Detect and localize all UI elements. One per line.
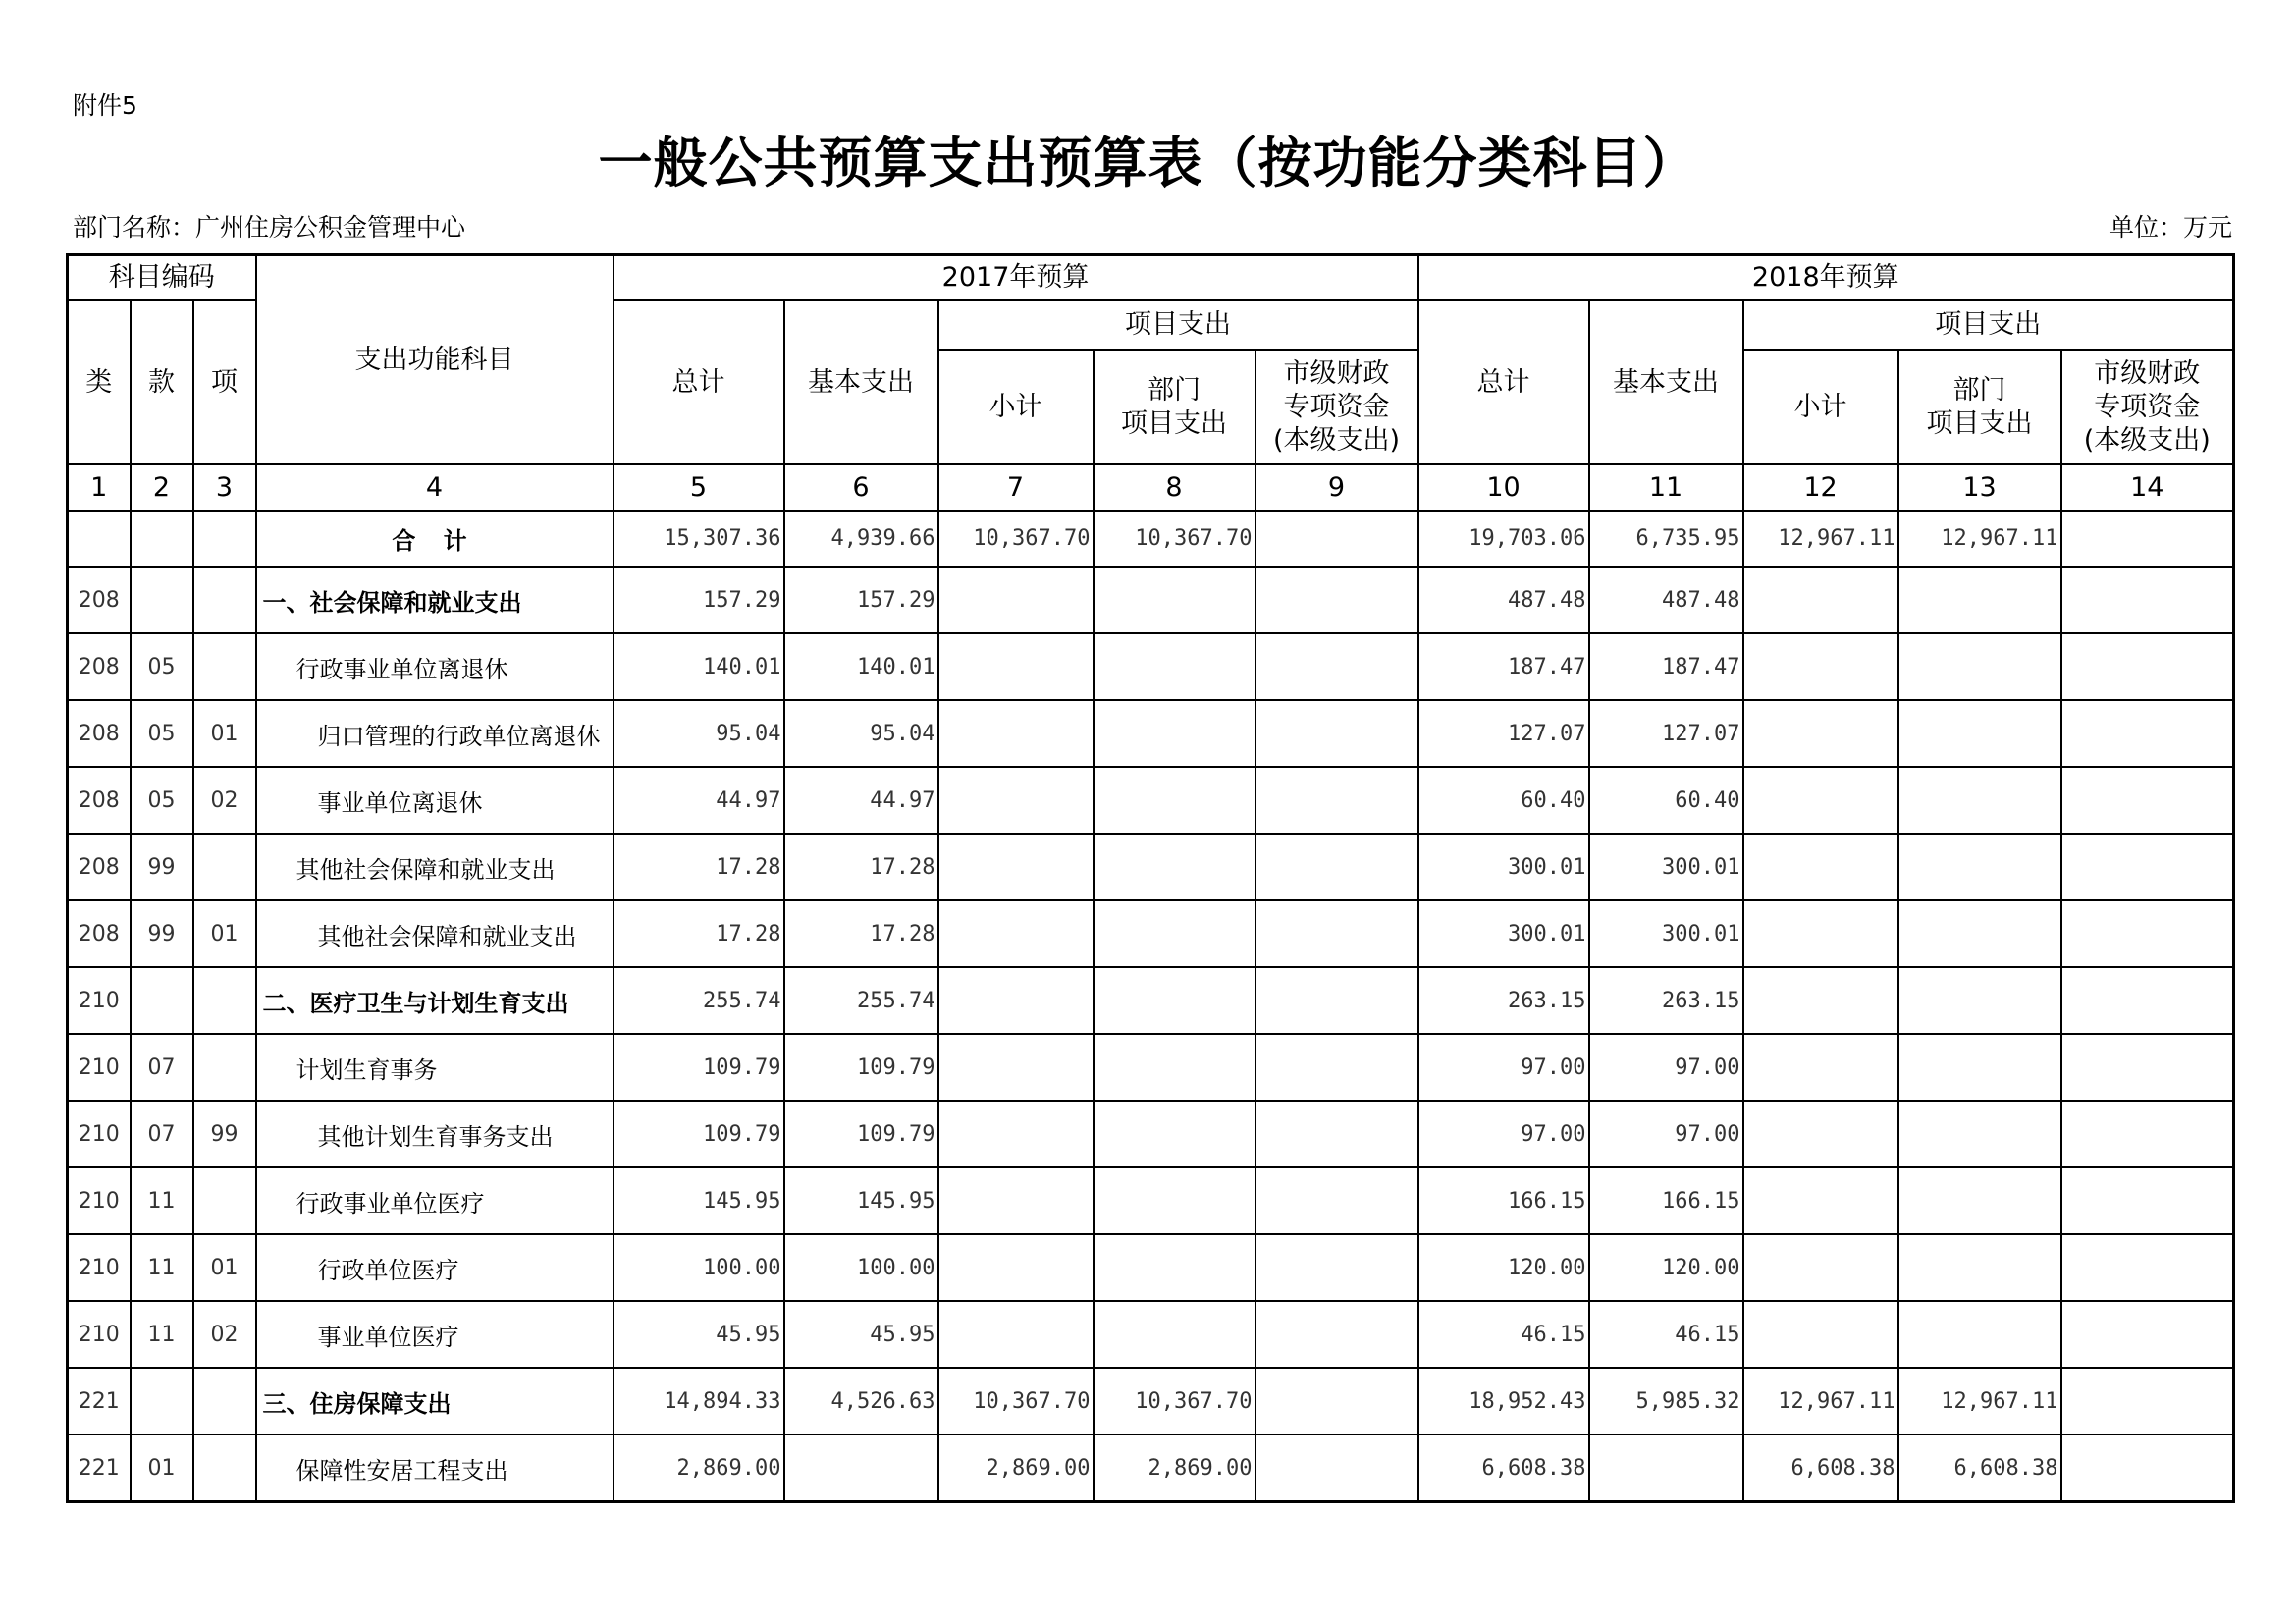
function-name: 事业单位医疗 — [256, 1301, 614, 1368]
value-2017: 17.28 — [784, 834, 938, 900]
value-2018: 97.00 — [1589, 1034, 1743, 1101]
value-2017 — [1255, 1234, 1418, 1301]
value-2018: 166.15 — [1589, 1167, 1743, 1234]
value-2017 — [1255, 567, 1418, 633]
code-xiang — [193, 1167, 256, 1234]
code-xiang — [193, 834, 256, 900]
value-2017: 145.95 — [784, 1167, 938, 1234]
value-2017 — [938, 1167, 1094, 1234]
column-number-row — [68, 464, 2234, 511]
department-name: 部门名称：广州住房公积金管理中心 — [73, 213, 466, 242]
value-2017: 45.95 — [784, 1301, 938, 1368]
value-2017 — [938, 767, 1094, 834]
value-2018 — [1743, 1301, 1898, 1368]
code-kuan: 99 — [131, 834, 193, 900]
value-2018: 300.01 — [1589, 834, 1743, 900]
function-name: 其他社会保障和就业支出 — [256, 900, 614, 967]
value-cell — [1255, 511, 1418, 567]
value-2018: 300.01 — [1418, 900, 1589, 967]
code-xiang — [193, 567, 256, 633]
value-2017 — [1255, 1101, 1418, 1167]
table-body — [68, 511, 2234, 1502]
code-lei: 208 — [68, 633, 131, 700]
value-2018: 6,608.38 — [1898, 1435, 2061, 1502]
value-2017: 17.28 — [784, 900, 938, 967]
value-2017: 157.29 — [614, 567, 784, 633]
value-2018 — [2061, 1034, 2234, 1101]
value-2017 — [1255, 1034, 1418, 1101]
value-2018 — [1743, 967, 1898, 1034]
value-2017: 2,869.00 — [614, 1435, 784, 1502]
value-2018 — [1898, 700, 2061, 767]
function-name: 行政单位医疗 — [256, 1234, 614, 1301]
header-2017-basic: 基本支出 — [784, 300, 938, 464]
value-2017 — [938, 633, 1094, 700]
header-dept-line: 部门 — [1148, 374, 1201, 406]
total-row — [68, 511, 2234, 567]
code-kuan: 11 — [131, 1234, 193, 1301]
value-2017: 17.28 — [614, 900, 784, 967]
column-number: 2 — [131, 464, 193, 511]
table-row — [68, 1301, 2234, 1368]
column-number: 4 — [256, 464, 614, 511]
value-2018 — [1898, 1234, 2061, 1301]
value-2017 — [938, 1034, 1094, 1101]
code-lei: 210 — [68, 1034, 131, 1101]
code-xiang — [193, 633, 256, 700]
code-cell — [193, 511, 256, 567]
column-number: 13 — [1898, 464, 2061, 511]
value-2018: 166.15 — [1418, 1167, 1589, 1234]
value-2017: 44.97 — [784, 767, 938, 834]
value-cell: 4,939.66 — [784, 511, 938, 567]
value-2017: 145.95 — [614, 1167, 784, 1234]
value-2018: 46.15 — [1589, 1301, 1743, 1368]
value-2017: 109.79 — [614, 1101, 784, 1167]
table-row — [68, 967, 2234, 1034]
code-lei: 208 — [68, 767, 131, 834]
code-cell — [68, 511, 131, 567]
code-lei: 221 — [68, 1368, 131, 1435]
value-2017 — [1094, 834, 1255, 900]
value-2017: 100.00 — [784, 1234, 938, 1301]
value-2018 — [1743, 767, 1898, 834]
code-lei: 210 — [68, 1101, 131, 1167]
function-name: 计划生育事务 — [256, 1034, 614, 1101]
header-2017-total: 总计 — [614, 300, 784, 464]
value-2018 — [1743, 1101, 1898, 1167]
header-lei: 类 — [68, 300, 131, 464]
function-name: 行政事业单位医疗 — [256, 1167, 614, 1234]
code-kuan — [131, 567, 193, 633]
code-xiang — [193, 1435, 256, 1502]
column-number: 7 — [938, 464, 1094, 511]
code-lei: 208 — [68, 567, 131, 633]
column-number: 1 — [68, 464, 131, 511]
code-xiang: 02 — [193, 767, 256, 834]
value-cell: 10,367.70 — [1094, 511, 1255, 567]
function-name: 行政事业单位离退休 — [256, 633, 614, 700]
value-2017 — [1094, 900, 1255, 967]
value-2017: 100.00 — [614, 1234, 784, 1301]
value-cell — [2061, 511, 2234, 567]
code-cell — [131, 511, 193, 567]
table-row — [68, 1034, 2234, 1101]
value-2018 — [1898, 767, 2061, 834]
column-number: 6 — [784, 464, 938, 511]
header-xiang: 项 — [193, 300, 256, 464]
value-2017 — [1255, 700, 1418, 767]
header-dept-line: 项目支出 — [1121, 407, 1228, 439]
code-xiang: 02 — [193, 1301, 256, 1368]
value-2018: 12,967.11 — [1743, 1368, 1898, 1435]
value-2017 — [1094, 1034, 1255, 1101]
value-2018 — [2061, 1167, 2234, 1234]
value-2018: 127.07 — [1589, 700, 1743, 767]
header-2018-project: 项目支出 — [1743, 300, 2234, 350]
code-xiang: 01 — [193, 900, 256, 967]
value-2017 — [1255, 633, 1418, 700]
value-2018 — [2061, 700, 2234, 767]
header-2018-subtotal: 小计 — [1743, 350, 1898, 464]
value-2017 — [938, 967, 1094, 1034]
table-row — [68, 834, 2234, 900]
value-2017: 157.29 — [784, 567, 938, 633]
value-2017 — [938, 900, 1094, 967]
value-2018: 6,608.38 — [1743, 1435, 1898, 1502]
value-2018: 120.00 — [1589, 1234, 1743, 1301]
value-2018 — [1898, 1167, 2061, 1234]
value-2018: 60.40 — [1589, 767, 1743, 834]
value-2017: 17.28 — [614, 834, 784, 900]
header-2018-total: 总计 — [1418, 300, 1589, 464]
value-2018 — [2061, 1435, 2234, 1502]
value-2017: 109.79 — [784, 1101, 938, 1167]
header-2018-city-fund — [2061, 350, 2234, 464]
total-label: 合 计 — [256, 511, 614, 567]
value-2017 — [938, 1234, 1094, 1301]
value-2018: 300.01 — [1589, 900, 1743, 967]
value-2017: 140.01 — [784, 633, 938, 700]
column-number: 10 — [1418, 464, 1589, 511]
value-2017 — [938, 700, 1094, 767]
value-2018 — [2061, 633, 2234, 700]
code-kuan: 01 — [131, 1435, 193, 1502]
value-2017 — [784, 1435, 938, 1502]
code-kuan: 07 — [131, 1034, 193, 1101]
value-2018 — [2061, 1301, 2234, 1368]
function-name: 保障性安居工程支出 — [256, 1435, 614, 1502]
code-kuan: 07 — [131, 1101, 193, 1167]
value-cell: 19,703.06 — [1418, 511, 1589, 567]
value-2018 — [1743, 1034, 1898, 1101]
function-name: 二、医疗卫生与计划生育支出 — [256, 967, 614, 1034]
value-2018: 120.00 — [1418, 1234, 1589, 1301]
code-kuan: 11 — [131, 1301, 193, 1368]
value-2017: 4,526.63 — [784, 1368, 938, 1435]
header-subject-code: 科目编码 — [68, 255, 256, 301]
value-2017: 109.79 — [614, 1034, 784, 1101]
value-2017: 140.01 — [614, 633, 784, 700]
value-2017 — [1255, 967, 1418, 1034]
value-cell: 12,967.11 — [1898, 511, 2061, 567]
value-2018 — [1743, 567, 1898, 633]
value-2018 — [1743, 900, 1898, 967]
header-city-line: 专项资金 — [2094, 391, 2201, 422]
annex-label: 附件5 — [73, 91, 137, 120]
code-lei: 210 — [68, 1234, 131, 1301]
column-number: 3 — [193, 464, 256, 511]
value-2017: 10,367.70 — [938, 1368, 1094, 1435]
value-2017 — [1094, 700, 1255, 767]
code-kuan: 11 — [131, 1167, 193, 1234]
value-2018: 5,985.32 — [1589, 1368, 1743, 1435]
value-2017 — [1094, 1167, 1255, 1234]
value-2017: 95.04 — [784, 700, 938, 767]
value-2018 — [1898, 633, 2061, 700]
value-2017 — [1255, 834, 1418, 900]
budget-table — [66, 253, 2235, 1503]
value-2018: 487.48 — [1589, 567, 1743, 633]
value-2018: 6,608.38 — [1418, 1435, 1589, 1502]
value-2018 — [2061, 834, 2234, 900]
unit-label: 单位：万元 — [2109, 213, 2232, 242]
value-2018: 127.07 — [1418, 700, 1589, 767]
function-name: 三、住房保障支出 — [256, 1368, 614, 1435]
code-kuan: 05 — [131, 700, 193, 767]
value-2017 — [1255, 1167, 1418, 1234]
value-2018 — [1898, 1301, 2061, 1368]
value-2017 — [938, 1301, 1094, 1368]
code-kuan: 99 — [131, 900, 193, 967]
function-name: 一、社会保障和就业支出 — [256, 567, 614, 633]
value-2018: 263.15 — [1589, 967, 1743, 1034]
value-2017: 2,869.00 — [1094, 1435, 1255, 1502]
value-2018 — [1743, 834, 1898, 900]
code-xiang: 01 — [193, 700, 256, 767]
value-2017: 255.74 — [614, 967, 784, 1034]
column-number: 12 — [1743, 464, 1898, 511]
column-number: 14 — [2061, 464, 2234, 511]
table-row — [68, 567, 2234, 633]
table-row — [68, 1234, 2234, 1301]
value-2018 — [1898, 967, 2061, 1034]
value-2017: 255.74 — [784, 967, 938, 1034]
value-2018 — [1589, 1435, 1743, 1502]
value-2018 — [2061, 567, 2234, 633]
value-cell: 12,967.11 — [1743, 511, 1898, 567]
value-2018 — [2061, 1368, 2234, 1435]
header-city-line: (本级支出) — [2083, 424, 2211, 456]
column-number: 5 — [614, 464, 784, 511]
header-2017-city-fund — [1255, 350, 1418, 464]
header-2018-basic: 基本支出 — [1589, 300, 1743, 464]
value-2018: 187.47 — [1418, 633, 1589, 700]
table-row — [68, 900, 2234, 967]
value-2017 — [1094, 1101, 1255, 1167]
value-2018 — [1898, 900, 2061, 967]
value-2017 — [1255, 900, 1418, 967]
value-2018 — [2061, 767, 2234, 834]
value-cell: 15,307.36 — [614, 511, 784, 567]
value-2018 — [1898, 834, 2061, 900]
column-number: 9 — [1255, 464, 1418, 511]
value-2017 — [1094, 967, 1255, 1034]
value-2017: 109.79 — [784, 1034, 938, 1101]
code-lei: 210 — [68, 1167, 131, 1234]
column-number: 11 — [1589, 464, 1743, 511]
value-2018: 300.01 — [1418, 834, 1589, 900]
value-2018: 187.47 — [1589, 633, 1743, 700]
value-2017 — [938, 1101, 1094, 1167]
value-2017: 44.97 — [614, 767, 784, 834]
value-2017: 2,869.00 — [938, 1435, 1094, 1502]
header-kuan: 款 — [131, 300, 193, 464]
value-cell: 6,735.95 — [1589, 511, 1743, 567]
value-2017 — [1094, 1301, 1255, 1368]
header-2017-subtotal: 小计 — [938, 350, 1094, 464]
value-2018: 46.15 — [1418, 1301, 1589, 1368]
header-city-line: 专项资金 — [1283, 391, 1390, 422]
table-header — [68, 255, 2234, 512]
header-2017-dept-project — [1094, 350, 1255, 464]
code-xiang — [193, 1368, 256, 1435]
function-name: 其他社会保障和就业支出 — [256, 834, 614, 900]
table-row — [68, 1435, 2234, 1502]
code-lei: 208 — [68, 700, 131, 767]
value-2018 — [2061, 967, 2234, 1034]
header-dept-line: 部门 — [1952, 374, 2006, 406]
value-2018 — [1898, 567, 2061, 633]
header-2017-project: 项目支出 — [938, 300, 1418, 350]
table-row — [68, 700, 2234, 767]
value-2018 — [2061, 900, 2234, 967]
value-2017 — [1094, 1234, 1255, 1301]
header-2017: 2017年预算 — [614, 255, 1418, 301]
value-2018: 263.15 — [1418, 967, 1589, 1034]
value-2018 — [2061, 1234, 2234, 1301]
value-2018: 12,967.11 — [1898, 1368, 2061, 1435]
value-2018: 97.00 — [1589, 1101, 1743, 1167]
value-2018 — [1743, 1167, 1898, 1234]
code-lei: 208 — [68, 834, 131, 900]
function-name: 归口管理的行政单位离退休 — [256, 700, 614, 767]
table-row — [68, 633, 2234, 700]
header-2018: 2018年预算 — [1418, 255, 2234, 301]
value-2018: 97.00 — [1418, 1101, 1589, 1167]
code-kuan: 05 — [131, 767, 193, 834]
value-2017 — [1094, 633, 1255, 700]
code-xiang — [193, 1034, 256, 1101]
code-lei: 221 — [68, 1435, 131, 1502]
header-dept-line: 项目支出 — [1926, 407, 2033, 439]
value-2018: 60.40 — [1418, 767, 1589, 834]
code-kuan — [131, 967, 193, 1034]
code-lei: 210 — [68, 1301, 131, 1368]
value-2017 — [1255, 1368, 1418, 1435]
table-row — [68, 1167, 2234, 1234]
value-2018 — [1743, 1234, 1898, 1301]
value-2017 — [1255, 1301, 1418, 1368]
value-2017: 45.95 — [614, 1301, 784, 1368]
value-2017 — [938, 567, 1094, 633]
value-2017: 10,367.70 — [1094, 1368, 1255, 1435]
value-2017 — [1255, 767, 1418, 834]
value-2017 — [1094, 567, 1255, 633]
table-row — [68, 1101, 2234, 1167]
function-name: 事业单位离退休 — [256, 767, 614, 834]
table-row — [68, 767, 2234, 834]
value-2017 — [1094, 767, 1255, 834]
value-2018 — [1898, 1034, 2061, 1101]
value-2017 — [938, 834, 1094, 900]
header-2018-dept-project — [1898, 350, 2061, 464]
value-2018: 18,952.43 — [1418, 1368, 1589, 1435]
value-2017: 14,894.33 — [614, 1368, 784, 1435]
column-number: 8 — [1094, 464, 1255, 511]
code-lei: 208 — [68, 900, 131, 967]
value-2018 — [1743, 633, 1898, 700]
header-function: 支出功能科目 — [256, 255, 614, 465]
value-2018: 97.00 — [1418, 1034, 1589, 1101]
code-xiang: 99 — [193, 1101, 256, 1167]
value-cell: 10,367.70 — [938, 511, 1094, 567]
code-kuan — [131, 1368, 193, 1435]
value-2018 — [2061, 1101, 2234, 1167]
function-name: 其他计划生育事务支出 — [256, 1101, 614, 1167]
page-title: 一般公共预算支出预算表（按功能分类科目） — [598, 132, 1698, 194]
header-city-line: 市级财政 — [2094, 357, 2201, 389]
value-2018: 487.48 — [1418, 567, 1589, 633]
value-2018 — [1898, 1101, 2061, 1167]
table-row — [68, 1368, 2234, 1435]
code-lei: 210 — [68, 967, 131, 1034]
code-kuan: 05 — [131, 633, 193, 700]
code-xiang — [193, 967, 256, 1034]
header-city-line: 市级财政 — [1283, 357, 1390, 389]
value-2018 — [1743, 700, 1898, 767]
code-xiang: 01 — [193, 1234, 256, 1301]
value-2017: 95.04 — [614, 700, 784, 767]
header-city-line: (本级支出) — [1272, 424, 1401, 456]
value-2017 — [1255, 1435, 1418, 1502]
